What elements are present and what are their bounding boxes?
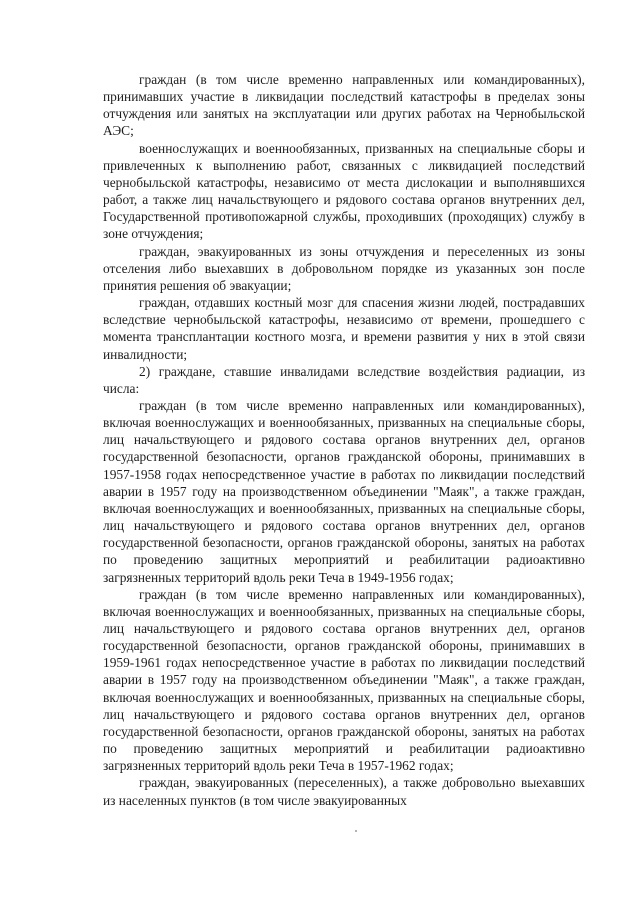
paragraph-mayak-1959-1961: граждан (в том числе временно направленных или командированных), включая военнослужащих и военнообязанных, призванных на специальные сборы, лиц начальствующего и рядового состава органов внутренних дел, органов государственной безопасности, органов гражданской обороны, принимавших в 1959-1961 годах непосредственное участие в работах по ликвидации последствий аварии в 1957 году на производственном объединении "Маяк", а также граждан, включая военнослужащих и военнообязанных, призванных на специальные сборы, лиц начальствующего и рядового состава органов внутренних дел, органов государственной безопасности, органов гражданской обороны, занятых на работах по проведению защитных мероприятий и реабилитации радиоактивно загрязненных территорий вдоль реки Теча в 1957-1962 годах; xyxy=(103,586,585,774)
paragraph-evacuated: граждан, эвакуированных из зоны отчуждения и переселенных из зоны отселения либо выехавших в добровольном порядке из указанных зон после принятия решения об эвакуации; xyxy=(103,243,585,293)
document-body xyxy=(103,71,585,809)
paragraph-item-2-heading: 2) граждане, ставшие инвалидами вследствие воздействия радиации, из числа: xyxy=(103,363,585,396)
paragraph-bone-marrow-donors: граждан, отдавших костный мозг для спасения жизни людей, пострадавших вследствие чернобыльской катастрофы, независимо от времени, прошедшего с момента трансплантации костного мозга, и времени развития у них в этой связи инвалидности; xyxy=(103,295,585,362)
scan-speck xyxy=(355,830,357,832)
paragraph-evacuated-settlements: граждан, эвакуированных (переселенных), а также добровольно выехавших из населенных пунктов (в том числе эвакуированных xyxy=(103,775,585,808)
paragraph-chernobyl-liquidators: граждан (в том числе временно направленных или командированных), принимавших участие в ликвидации последствий катастрофы в пределах зоны отчуждения или занятых на эксплуатации или других работах на Чернобыльской АЭС; xyxy=(103,72,585,139)
paragraph-servicemen: военнослужащих и военнообязанных, призванных на специальные сборы и привлеченных к выполнению работ, связанных с ликвидацией последствий чернобыльской катастрофы, независимо от места дислокации и выполнявшихся работ, а также лиц начальствующего и рядового состава органов внутренних дел, Государственной противопожарной службы, проходивших (проходящих) службу в зоне отчуждения; xyxy=(103,140,585,242)
paragraph-mayak-1957-1958: граждан (в том числе временно направленных или командированных), включая военнослужащих и военнообязанных, призванных на специальные сборы, лиц начальствующего и рядового состава органов внутренних дел, органов государственной безопасности, органов гражданской обороны, принимавших в 1957-1958 годах непосредственное участие в работах по ликвидации последствий аварии в 1957 году на производственном объединении "Маяк", а также граждан, включая военнослужащих и военнообязанных, призванных на специальные сборы, лиц начальствующего и рядового состава органов внутренних дел, органов государственной безопасности, органов гражданской обороны, занятых на работах по проведению защитных мероприятий и реабилитации радиоактивно загрязненных территорий вдоль реки Теча в 1949-1956 годах; xyxy=(103,397,585,585)
